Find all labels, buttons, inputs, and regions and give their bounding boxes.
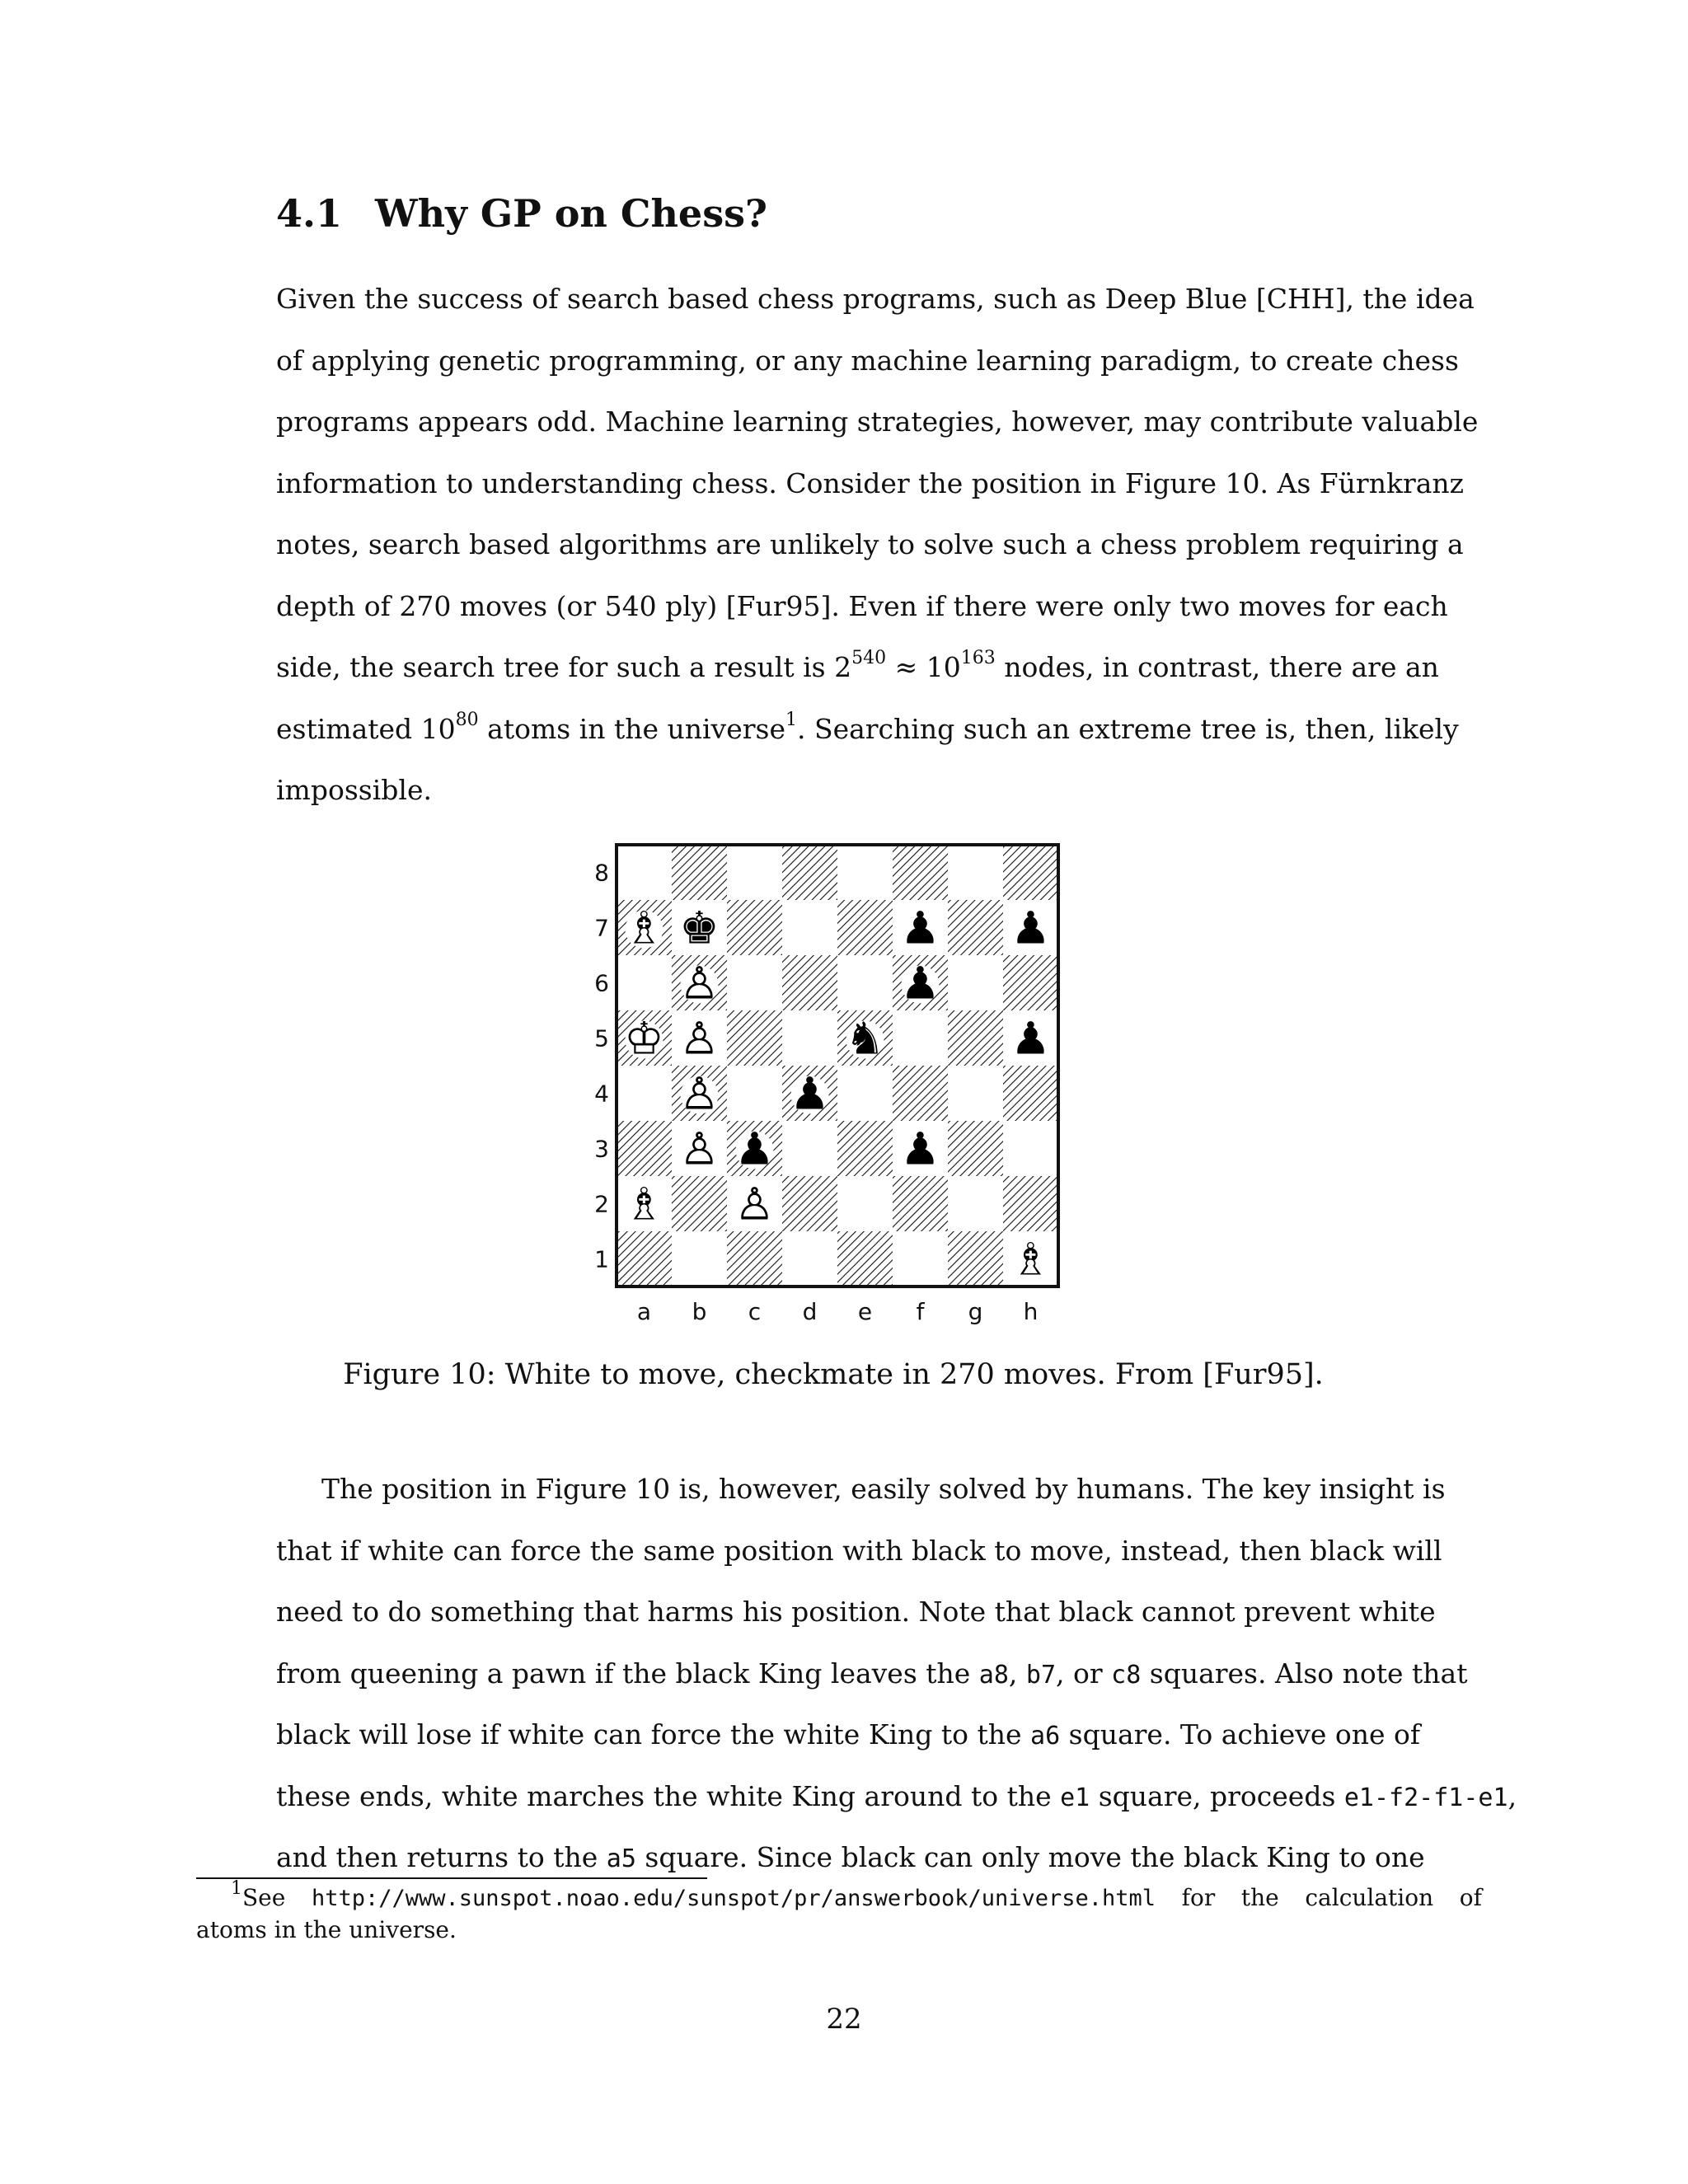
footnote bbox=[196, 1877, 1482, 1946]
rank-label: 3 bbox=[594, 1135, 609, 1163]
section-title: Why GP on Chess? bbox=[375, 191, 767, 236]
square-b8 bbox=[672, 845, 727, 900]
rank-label: 6 bbox=[594, 969, 609, 997]
text-span: and then returns to the bbox=[276, 1841, 607, 1873]
black-knight-icon: ♞ bbox=[845, 1012, 885, 1065]
square-code: c8 bbox=[1111, 1660, 1142, 1690]
white-pawn-icon: ♙ bbox=[734, 1178, 775, 1230]
square-e8 bbox=[837, 845, 893, 900]
square-f5 bbox=[893, 1010, 948, 1066]
black-pawn-icon: ♟ bbox=[1010, 902, 1051, 954]
paragraph-solution bbox=[276, 1459, 1517, 1889]
text-line: notes, search based algorithms are unlikely to solve such a chess problem requiring a bbox=[276, 528, 1464, 560]
footnote-number: 1 bbox=[231, 1877, 242, 1899]
text-line: information to understanding chess. Consider the position in Figure 10. As Fürnkranz bbox=[276, 466, 1465, 499]
file-label: h bbox=[1023, 1298, 1039, 1325]
footnote-line: atoms in the universe. bbox=[196, 1916, 457, 1943]
text-line: The position in Figure 10 is, however, easily solved by humans. The key insight is bbox=[321, 1473, 1446, 1505]
black-pawn-icon: ♟ bbox=[790, 1067, 830, 1120]
text-span: these ends, white marches the white King around to the bbox=[276, 1779, 1061, 1812]
text-span: ≈ 10 bbox=[886, 651, 961, 683]
text-line bbox=[276, 637, 1439, 699]
square-d8 bbox=[782, 845, 837, 900]
white-king-icon: ♔ bbox=[624, 1012, 664, 1065]
text-line bbox=[276, 1827, 1425, 1889]
text-line bbox=[276, 1643, 1468, 1705]
page-number: 22 bbox=[826, 2003, 862, 2036]
square-g3 bbox=[948, 1121, 1003, 1176]
square-e1 bbox=[837, 1231, 893, 1286]
text-span: nodes, in contrast, there are an bbox=[995, 651, 1439, 683]
square-e7 bbox=[837, 900, 893, 955]
text-span: black will lose if white can force the white King to the bbox=[276, 1718, 1031, 1750]
square-c7 bbox=[727, 900, 782, 955]
square-a6 bbox=[617, 955, 672, 1010]
text-span: estimated 10 bbox=[276, 712, 456, 745]
square-g6 bbox=[948, 955, 1003, 1010]
square-h8 bbox=[1003, 845, 1058, 900]
square-d7 bbox=[782, 900, 837, 955]
text-line: Given the success of search based chess programs, such as Deep Blue [CHH], the idea bbox=[276, 283, 1475, 315]
square-c4 bbox=[727, 1066, 782, 1121]
square-f2 bbox=[893, 1176, 948, 1231]
black-pawn-icon: ♟ bbox=[900, 902, 940, 954]
white-pawn-icon: ♙ bbox=[679, 1122, 720, 1175]
square-e3 bbox=[837, 1121, 893, 1176]
rank-label: 1 bbox=[594, 1245, 609, 1273]
white-bishop-icon: ♗ bbox=[1010, 1233, 1051, 1286]
black-pawn-icon: ♟ bbox=[900, 957, 940, 1010]
text-line bbox=[276, 1704, 1421, 1766]
file-label: c bbox=[748, 1298, 762, 1325]
square-e2 bbox=[837, 1176, 893, 1231]
file-label: g bbox=[968, 1298, 983, 1325]
text-span: See bbox=[242, 1884, 312, 1911]
text-span: , bbox=[1008, 1657, 1026, 1690]
footnote-rule bbox=[196, 1877, 707, 1879]
square-b1 bbox=[672, 1231, 727, 1286]
text-span: for the calculation of bbox=[1156, 1884, 1482, 1911]
rank-label: 8 bbox=[594, 859, 609, 887]
square-f8 bbox=[893, 845, 948, 900]
text-span: atoms in the universe bbox=[478, 712, 785, 745]
text-span: , or bbox=[1056, 1657, 1112, 1690]
square-h4 bbox=[1003, 1066, 1058, 1121]
white-pawn-icon: ♙ bbox=[679, 957, 720, 1010]
black-king-icon: ♚ bbox=[679, 902, 720, 954]
square-f1 bbox=[893, 1231, 948, 1286]
square-g4 bbox=[948, 1066, 1003, 1121]
square-g2 bbox=[948, 1176, 1003, 1231]
square-e6 bbox=[837, 955, 893, 1010]
file-label: d bbox=[802, 1298, 818, 1325]
text-span: from queening a pawn if the black King leaves the bbox=[276, 1657, 979, 1690]
text-line bbox=[276, 1766, 1517, 1828]
square-d2 bbox=[782, 1176, 837, 1231]
footnote-marker: 1 bbox=[785, 709, 797, 730]
text-span: square. To achieve one of bbox=[1060, 1718, 1421, 1750]
square-a1 bbox=[617, 1231, 672, 1286]
text-span: square, proceeds bbox=[1090, 1779, 1344, 1812]
black-pawn-icon: ♟ bbox=[900, 1122, 940, 1175]
superscript: 80 bbox=[455, 709, 479, 730]
superscript: 540 bbox=[851, 648, 887, 668]
text-line: of applying genetic programming, or any machine learning paradigm, to create chess bbox=[276, 344, 1459, 377]
square-code: a5 bbox=[606, 1844, 636, 1873]
text-line: programs appears odd. Machine learning strategies, however, may contribute valuable bbox=[276, 405, 1479, 438]
square-g8 bbox=[948, 845, 1003, 900]
file-label: b bbox=[692, 1298, 707, 1325]
square-e4 bbox=[837, 1066, 893, 1121]
square-d5 bbox=[782, 1010, 837, 1066]
square-g7 bbox=[948, 900, 1003, 955]
rank-label: 5 bbox=[594, 1024, 609, 1052]
square-a3 bbox=[617, 1121, 672, 1176]
square-c5 bbox=[727, 1010, 782, 1066]
text-span: square. Since black can only move the black King to one bbox=[635, 1841, 1425, 1873]
square-code: e1 bbox=[1060, 1783, 1090, 1812]
rank-label: 2 bbox=[594, 1190, 609, 1218]
paragraph-intro bbox=[276, 269, 1479, 822]
square-d3 bbox=[782, 1121, 837, 1176]
file-label: f bbox=[916, 1298, 925, 1325]
text-line: impossible. bbox=[276, 774, 432, 806]
text-span: side, the search tree for such a result is 2 bbox=[276, 651, 852, 683]
white-pawn-icon: ♙ bbox=[679, 1067, 720, 1120]
file-label: e bbox=[857, 1298, 873, 1325]
square-d1 bbox=[782, 1231, 837, 1286]
text-span: , bbox=[1507, 1779, 1517, 1812]
square-a4 bbox=[617, 1066, 672, 1121]
text-line bbox=[276, 699, 1459, 761]
square-d6 bbox=[782, 955, 837, 1010]
square-h2 bbox=[1003, 1176, 1058, 1231]
rank-label: 4 bbox=[594, 1080, 609, 1108]
superscript: 163 bbox=[960, 648, 996, 668]
text-span: squares. Also note that bbox=[1141, 1657, 1468, 1690]
section-number: 4.1 bbox=[276, 191, 343, 236]
square-code: b7 bbox=[1025, 1660, 1057, 1690]
text-span: . Searching such an extreme tree is, then, likely bbox=[796, 712, 1459, 745]
square-f4 bbox=[893, 1066, 948, 1121]
square-c6 bbox=[727, 955, 782, 1010]
black-pawn-icon: ♟ bbox=[1010, 1012, 1051, 1065]
rank-label: 7 bbox=[594, 914, 609, 942]
text-line: depth of 270 moves (or 540 ply) [Fur95]. Even if there were only two moves for each bbox=[276, 589, 1448, 622]
text-line: need to do something that harms his position. Note that black cannot prevent white bbox=[276, 1596, 1436, 1628]
square-a8 bbox=[617, 845, 672, 900]
square-g5 bbox=[948, 1010, 1003, 1066]
square-h6 bbox=[1003, 955, 1058, 1010]
figure-caption: Figure 10: White to move, checkmate in 270 moves. From [Fur95]. bbox=[343, 1358, 1324, 1391]
square-c8 bbox=[727, 845, 782, 900]
square-b2 bbox=[672, 1176, 727, 1231]
chess-board-figure bbox=[577, 832, 1071, 1343]
move-sequence: e1-f2-f1-e1 bbox=[1343, 1783, 1508, 1812]
square-h3 bbox=[1003, 1121, 1058, 1176]
file-label: a bbox=[636, 1298, 652, 1325]
section-heading bbox=[276, 191, 767, 236]
square-c1 bbox=[727, 1231, 782, 1286]
square-code: a8 bbox=[978, 1660, 1009, 1690]
text-line: that if white can force the same position with black to move, instead, then black will bbox=[276, 1534, 1442, 1567]
square-code: a6 bbox=[1030, 1722, 1061, 1750]
white-bishop-icon: ♗ bbox=[624, 902, 664, 954]
footnote-url[interactable]: http://www.sunspot.noao.edu/sunspot/pr/answerbook/universe.html bbox=[311, 1886, 1156, 1911]
white-pawn-icon: ♙ bbox=[679, 1012, 720, 1065]
black-pawn-icon: ♟ bbox=[734, 1122, 775, 1175]
white-bishop-icon: ♗ bbox=[624, 1178, 664, 1230]
square-g1 bbox=[948, 1231, 1003, 1286]
footnote-line bbox=[196, 1877, 1482, 1915]
